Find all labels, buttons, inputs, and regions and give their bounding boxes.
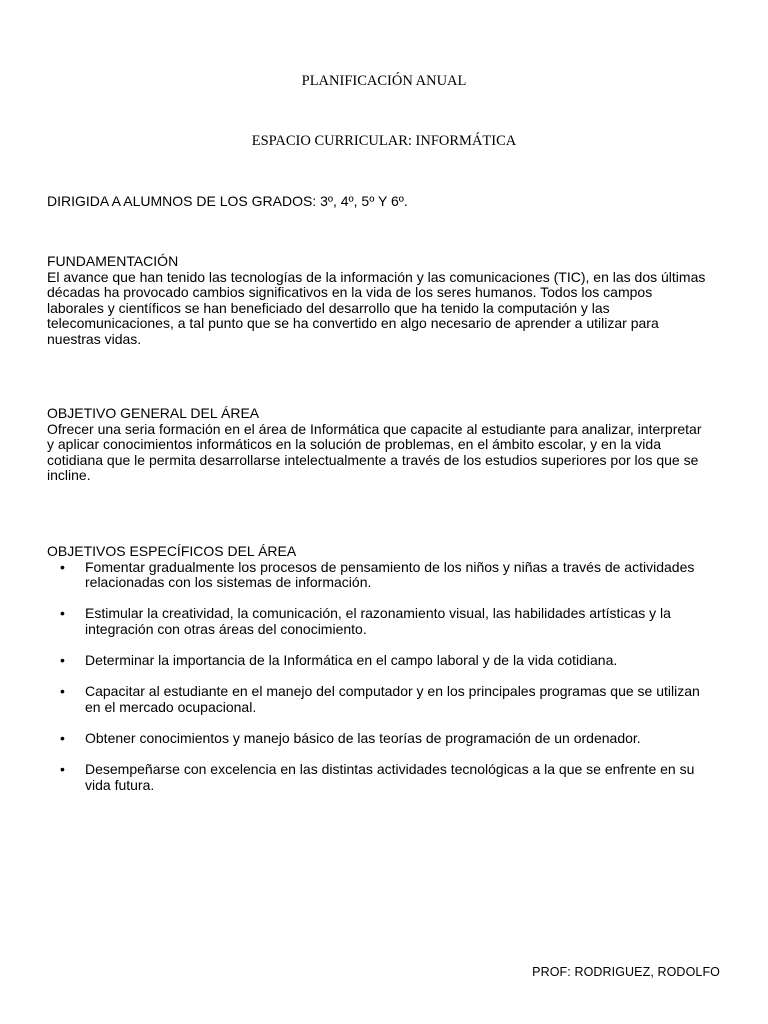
audience-line: DIRIGIDA A ALUMNOS DE LOS GRADOS: 3º, 4º, 5º Y 6º.	[47, 193, 408, 209]
item-line: Determinar la importancia de la Informática en el campo laboral y de la vida cotidiana.	[85, 652, 618, 669]
paragraph-line: décadas ha provocado cambios significativos en la vida de los seres humanos. Todos los campos	[47, 284, 653, 301]
section-heading: OBJETIVOS ESPECÍFICOS DEL ÁREA	[47, 543, 297, 559]
section-heading: OBJETIVO GENERAL DEL ÁREA	[47, 405, 260, 421]
paragraph-line: El avance que han tenido las tecnologías de la información y las comunicaciones (TIC), en las dos últimas	[47, 268, 706, 285]
item-line: Obtener conocimientos y manejo básico de las teorías de programación de un ordenador.	[85, 730, 641, 747]
section-fundamentacion	[47, 254, 727, 348]
paragraph-line: cotidiana que le permita desarrollarse intelectualmente a través de los estudios superiores por los que se	[47, 451, 699, 468]
item-line: Fomentar gradualmente los procesos de pensamiento de los niños y niñas a través de actividades	[85, 558, 695, 575]
list-item	[47, 606, 727, 637]
paragraph-line: incline.	[47, 467, 91, 484]
item-line: Capacitar al estudiante en el manejo del computador y en los principales programas que se utilizan	[85, 683, 700, 700]
paragraph-line: y aplicar conocimientos informáticos en la solución de problemas, en el ámbito escolar, y en la vida	[47, 436, 661, 453]
author-footer: PROF: RODRIGUEZ, RODOLFO	[532, 965, 720, 979]
section-heading: FUNDAMENTACIÓN	[47, 253, 179, 269]
page-title: PLANIFICACIÓN ANUAL	[301, 73, 467, 89]
section-objetivo-general	[47, 406, 727, 484]
objectives-list	[47, 560, 727, 794]
section-objetivos-especificos	[47, 544, 727, 809]
bullet-icon: •	[60, 605, 65, 622]
bullet-icon: •	[60, 558, 65, 575]
item-line: integración con otras áreas del conocimiento.	[85, 620, 367, 637]
list-item	[47, 762, 727, 793]
bullet-icon: •	[60, 730, 65, 747]
paragraph-line: laborales y científicos se han beneficiado del desarrollo que ha tenido la computación y las	[47, 299, 610, 316]
list-item	[47, 731, 727, 747]
bullet-icon: •	[60, 683, 65, 700]
list-item	[47, 653, 727, 669]
item-line: Estimular la creatividad, la comunicación, el razonamiento visual, las habilidades artísticas y la	[85, 605, 671, 622]
list-item	[47, 684, 727, 715]
paragraph-line: telecomunicaciones, a tal punto que se ha convertido en algo necesario de aprender a utilizar para	[47, 315, 659, 332]
item-line: en el mercado ocupacional.	[85, 698, 257, 715]
paragraph-line: nuestras vidas.	[47, 330, 142, 347]
paragraph-line: Ofrecer una seria formación en el área de Informática que capacite al estudiante para analizar, interpretar	[47, 420, 702, 437]
bullet-icon: •	[60, 652, 65, 669]
item-line: Desempeñarse con excelencia en las distintas actividades tecnológicas a la que se enfrente en su	[85, 761, 695, 778]
subject-title: ESPACIO CURRICULAR: INFORMÁTICA	[251, 133, 517, 149]
list-item	[47, 560, 727, 591]
item-line: relacionadas con los sistemas de información.	[85, 574, 372, 591]
item-line: vida futura.	[85, 776, 155, 793]
bullet-icon: •	[60, 761, 65, 778]
